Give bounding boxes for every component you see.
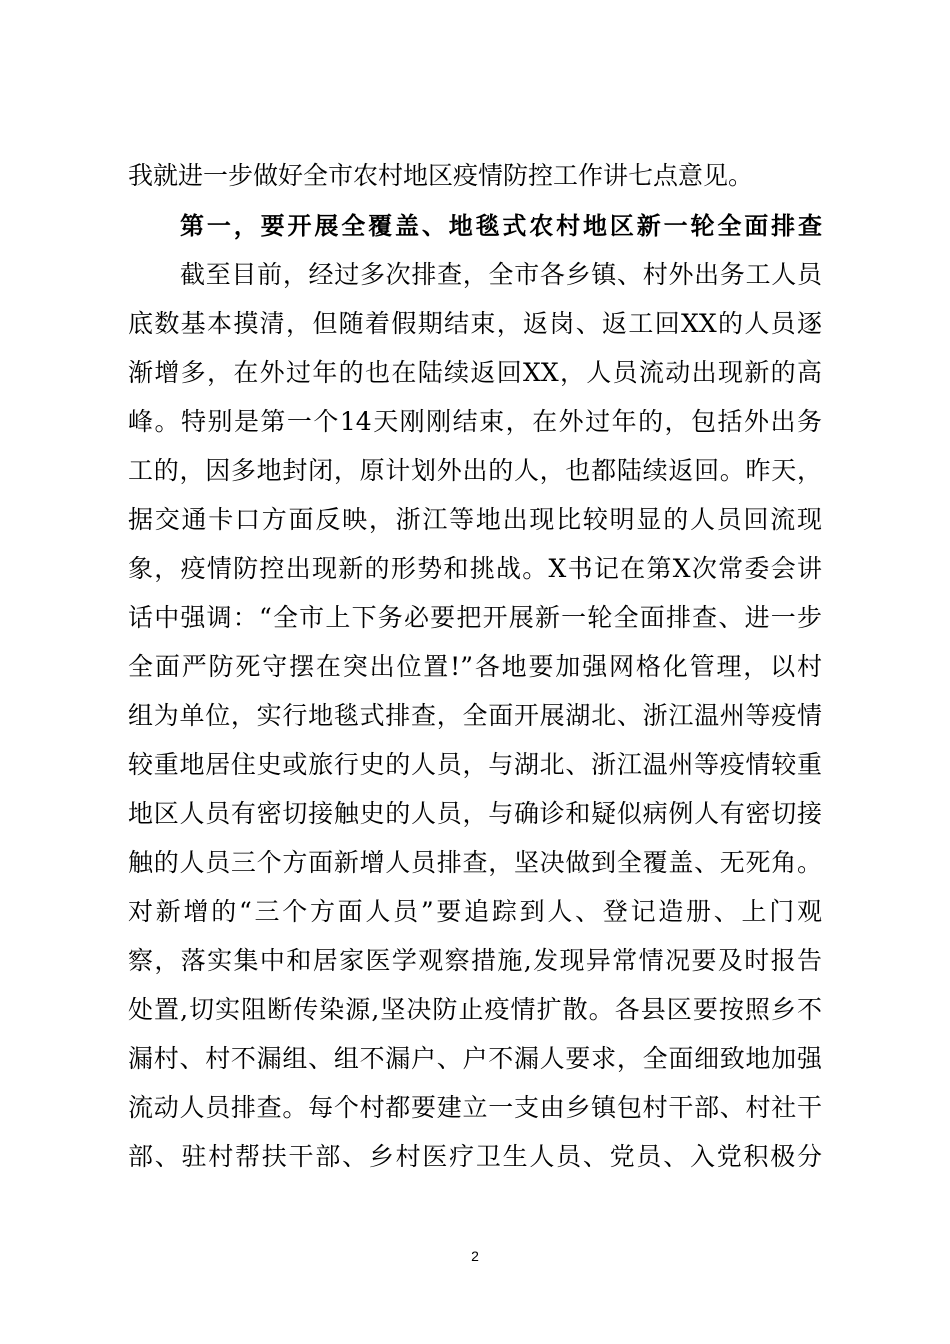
body-line: 话中强调：“全市上下务必要把开展新一轮全面排查、进一步 bbox=[128, 603, 822, 632]
intro-paragraph: 我就进一步做好全市农村地区疫情防控工作讲七点意见。 bbox=[128, 161, 754, 190]
body-line: 察，落实集中和居家医学观察措施,发现异常情况要及时报告 bbox=[128, 946, 822, 975]
body-line: 组为单位，实行地毯式排查，全面开展湖北、浙江温州等疫情 bbox=[128, 701, 822, 730]
page-number: 2 bbox=[471, 1248, 479, 1264]
body-line: 部、驻村帮扶干部、乡村医疗卫生人员、党员、入党积极分 bbox=[128, 1142, 822, 1171]
body-line: 渐增多，在外过年的也在陆续返回XX，人员流动出现新的高 bbox=[128, 358, 822, 387]
body-line: 据交通卡口方面反映，浙江等地出现比较明显的人员回流现 bbox=[128, 505, 822, 534]
body-line: 处置,切实阻断传染源,坚决防止疫情扩散。各县区要按照乡不 bbox=[128, 995, 822, 1024]
body-line: 峰。特别是第一个14天刚刚结束，在外过年的，包括外出务 bbox=[128, 407, 822, 436]
body-line: 全面严防死守摆在突出位置!”各地要加强网格化管理，以村 bbox=[128, 652, 822, 681]
body-line: 底数基本摸清，但随着假期结束，返岗、返工回XX的人员逐 bbox=[128, 309, 822, 338]
body-line: 象，疫情防控出现新的形势和挑战。X书记在第X次常委会讲 bbox=[128, 554, 822, 583]
body-line: 触的人员三个方面新增人员排查，坚决做到全覆盖、无死角。 bbox=[128, 848, 822, 877]
body-line: 地区人员有密切接触史的人员，与确诊和疑似病例人有密切接 bbox=[128, 799, 822, 828]
body-line: 对新增的“三个方面人员”要追踪到人、登记造册、上门观 bbox=[128, 897, 822, 926]
body-line: 截至目前，经过多次排查，全市各乡镇、村外出务工人员 bbox=[180, 260, 822, 289]
body-line: 工的，因多地封闭，原计划外出的人，也都陆续返回。昨天， bbox=[128, 456, 822, 485]
body-line: 流动人员排查。每个村都要建立一支由乡镇包村干部、村社干 bbox=[128, 1093, 822, 1122]
section-heading: 第一，要开展全覆盖、地毯式农村地区新一轮全面排查 bbox=[180, 212, 822, 240]
body-line: 较重地居住史或旅行史的人员，与湖北、浙江温州等疫情较重 bbox=[128, 750, 822, 779]
body-line: 漏村、村不漏组、组不漏户、户不漏人要求，全面细致地加强 bbox=[128, 1044, 822, 1073]
